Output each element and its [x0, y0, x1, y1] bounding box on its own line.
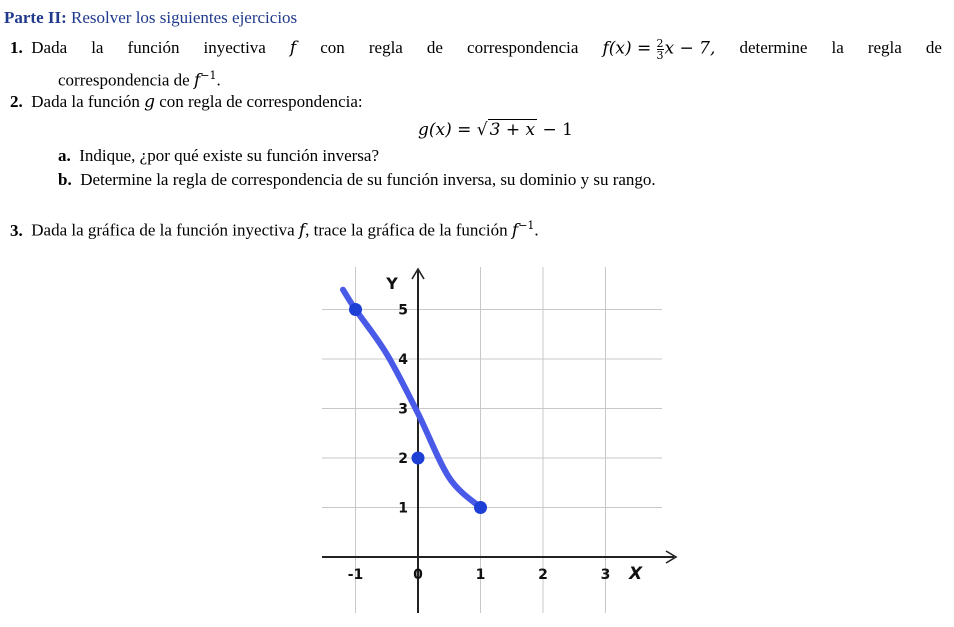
function-curve	[343, 290, 481, 508]
part-title	[4, 8, 297, 28]
q1-word: de	[925, 38, 942, 57]
q1-word: función	[127, 38, 180, 57]
q1-fx: f(x) =	[602, 38, 652, 59]
q1-word: Dada	[31, 38, 68, 57]
q2-a-text: Indique, ¿por qué existe su función inversa?	[79, 146, 380, 165]
q3-finv: f	[511, 220, 519, 241]
q3-period: .	[534, 220, 539, 240]
tick-labels	[348, 274, 643, 584]
q2-b-label: b.	[58, 170, 72, 189]
q2-a-label: a.	[58, 146, 71, 165]
q1-f-symbol: f	[289, 38, 297, 58]
x-tick-label: 0	[413, 567, 423, 583]
part-subtitle: Resolver los siguientes ejercicios	[71, 8, 298, 27]
q2-text2: con regla de correspondencia:	[159, 92, 363, 111]
curve-point	[412, 452, 425, 465]
function-graph	[300, 255, 680, 615]
q1-word: la	[91, 38, 104, 57]
y-tick-label: 3	[398, 401, 408, 418]
q1-finv-sup: −1	[200, 69, 217, 82]
q1-word: regla	[368, 38, 403, 57]
q1-fraction	[657, 38, 664, 61]
q2-line	[10, 92, 363, 112]
q3-finv-sup: −1	[518, 219, 535, 232]
x-tick-label: 2	[538, 567, 548, 583]
q1-line2	[58, 66, 221, 91]
q1-period: .	[216, 70, 221, 90]
q3-text: Dada la gráfica de la función inyectiva	[31, 220, 295, 240]
q2-formula-left: g(x) =	[418, 120, 477, 140]
x-axis-label: X	[628, 564, 643, 584]
q1-finv: f	[193, 70, 201, 91]
q2-b	[58, 170, 656, 190]
curve-layer	[343, 290, 481, 508]
q3-line	[10, 216, 539, 241]
q2-text: Dada la función	[31, 92, 140, 111]
q1-line1	[10, 38, 942, 61]
y-tick-label: 4	[398, 352, 408, 368]
q2-formula: g(x) = √ 3 + x − 1	[418, 120, 573, 140]
y-tick-label: 2	[398, 451, 408, 467]
q1-word: regla	[867, 38, 902, 57]
q2-g-symbol: g	[144, 92, 155, 112]
q1-word: de	[426, 38, 443, 57]
q1-word: con	[320, 38, 345, 57]
part-label: Parte II:	[4, 8, 67, 27]
grid-lines	[322, 267, 662, 613]
q1-word: la	[831, 38, 844, 57]
q3-text2: , trace la gráfica de la función	[305, 220, 508, 240]
q1-frac-den: 3	[656, 49, 664, 62]
q3-f-symbol: f	[298, 220, 306, 241]
q2-radicand: 3 + x	[489, 120, 536, 140]
q1-word: inyectiva	[203, 38, 266, 57]
y-tick-label: 5	[398, 302, 408, 319]
q3-number: 3.	[10, 220, 23, 240]
axes	[322, 269, 676, 613]
q2-a	[58, 146, 379, 166]
q2-b-text: Determine la regla de correspondencia de su función inversa, su dominio y su rango.	[80, 170, 656, 189]
curve-point	[349, 303, 362, 316]
x-tick-label: -1	[347, 567, 364, 583]
q1-number: 1.	[10, 38, 23, 57]
q1-x-minus: x − 7,	[664, 38, 716, 59]
x-tick-label: 1	[475, 567, 486, 583]
q1-word: correspondencia	[467, 38, 579, 57]
q1-word: determine	[739, 38, 808, 57]
q2-number: 2.	[10, 92, 23, 111]
y-axis-label: Y	[386, 274, 398, 293]
q2-formula-right: − 1	[537, 120, 573, 140]
q1-formula	[602, 38, 715, 61]
q1-frac-num: 2	[656, 37, 664, 50]
curve-point	[474, 501, 487, 514]
q1-line2-text: correspondencia de	[58, 70, 190, 90]
x-tick-label: 3	[600, 567, 611, 583]
y-tick-label: 1	[398, 500, 408, 517]
